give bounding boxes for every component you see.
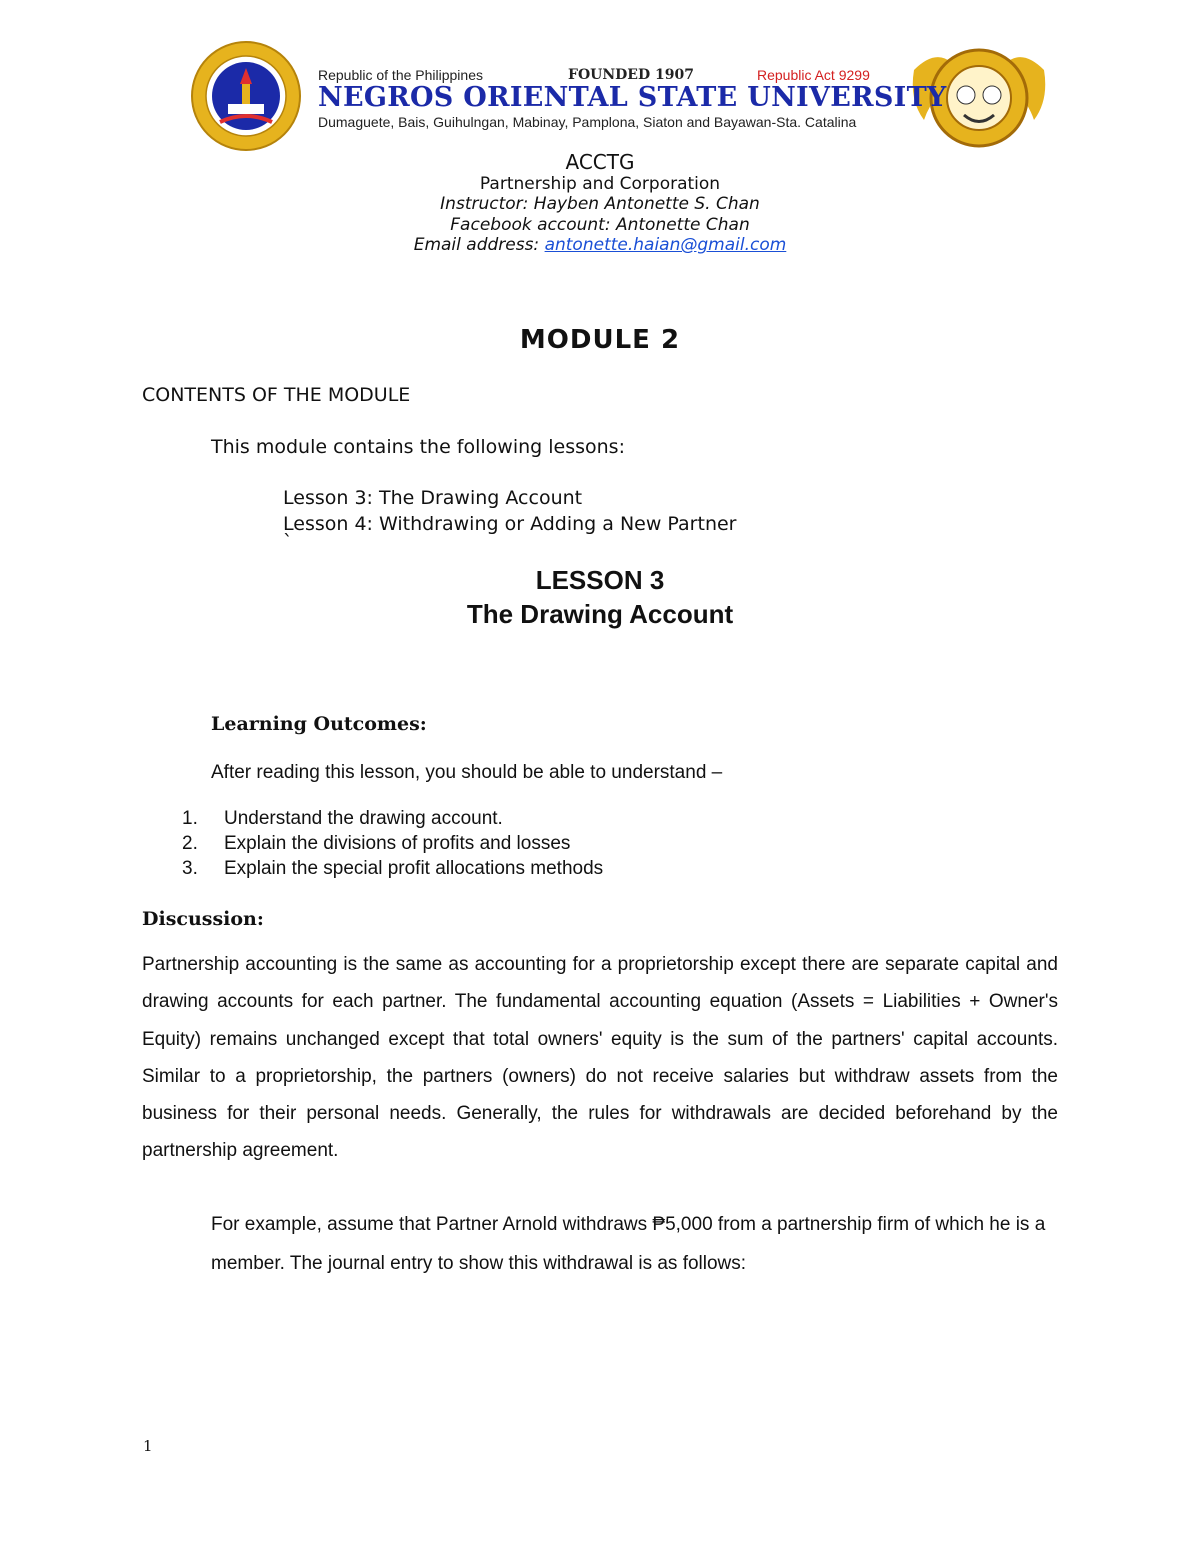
lesson-heading (0, 563, 1200, 631)
contents-heading: CONTENTS OF THE MODULE (142, 384, 411, 406)
subject-title: Partnership and Corporation (479, 174, 721, 194)
page-number: 1 (143, 1437, 153, 1455)
facebook-line: Facebook account: Antonette Chan (450, 215, 750, 235)
lesson-list-item: Lesson 4: Withdrawing or Adding a New Partner (283, 513, 737, 535)
example-paragraph: For example, assume that Partner Arnold withdraws ₱5,000 from a partnership firm of which he is a member. The journal entry to show this withdrawal is as follows: (211, 1214, 1046, 1274)
list-item: 2. Explain the divisions of profits and losses (182, 833, 571, 854)
outcomes-intro: After reading this lesson, you should be able to understand – (211, 762, 723, 783)
list-item: 1. Understand the drawing account. (182, 808, 503, 829)
founded-label: FOUNDED 1907 (568, 67, 694, 83)
list-item: 3. Explain the special profit allocations methods (182, 858, 604, 879)
republic-act-label: Republic Act 9299 (757, 67, 870, 83)
lesson-title: The Drawing Account (466, 599, 734, 629)
course-code: ACCTG (565, 150, 635, 174)
campus-list: Dumaguete, Bais, Guihulngan, Mabinay, Pamplona, Siaton and Bayawan-Sta. Catalina (318, 114, 857, 130)
university-seal-logo (190, 40, 302, 152)
discussion-heading: Discussion: (142, 908, 264, 930)
module-intro: This module contains the following lessons: (211, 436, 625, 458)
discussion-paragraph: Partnership accounting is the same as accounting for a proprietorship except there are separate capital and drawing accounts for each partner. The fundamental accounting equation (Assets = Liabilities + Owner's Equity) remains unchanged except that total owners' equity is the sum of the partners' capital accounts. Similar to a proprietorship, the partners (owners) do not receive salaries but withdraw assets from the business for their personal needs. Generally, the rules for withdrawals are decided beforehand by the partnership agreement. (142, 954, 1058, 1162)
lesson-list-item: Lesson 3: The Drawing Account (283, 487, 583, 509)
lesson-number: LESSON 3 (535, 565, 665, 595)
university-name: NEGROS ORIENTAL STATE UNIVERSITY (318, 82, 947, 113)
outcomes-heading: Learning Outcomes: (211, 713, 427, 735)
stray-mark: ` (283, 531, 293, 553)
email-label: Email address: (413, 235, 545, 255)
republic-label: Republic of the Philippines (318, 67, 483, 83)
email-link[interactable]: antonette.haian@gmail.com (544, 235, 787, 255)
instructor-line: Instructor: Hayben Antonette S. Chan (440, 194, 760, 214)
outcomes-list (182, 806, 603, 881)
module-title: MODULE 2 (519, 325, 681, 355)
email-line (0, 235, 1200, 255)
